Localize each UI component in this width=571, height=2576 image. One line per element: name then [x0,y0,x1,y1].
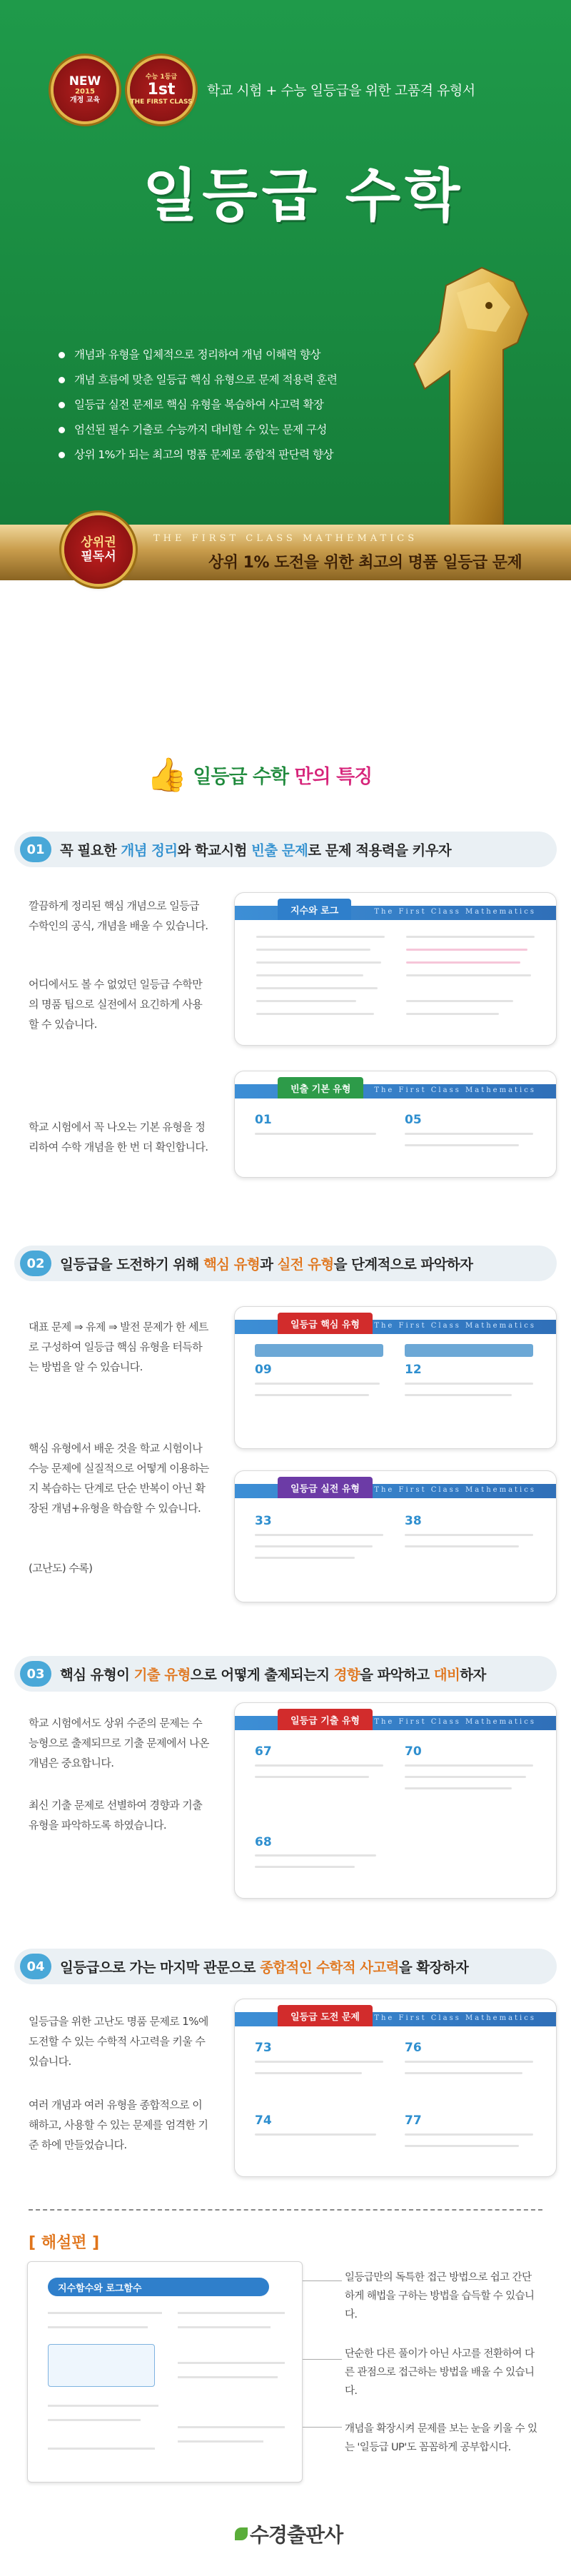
type-chip [405,1344,533,1357]
section-number: 01 [20,837,51,862]
text-line [405,1787,512,1789]
section-description: 학교 시험에서도 상위 수준의 문제는 수능형으로 출제되므로 기출 문제에서 나온 개념은 중요합니다. [29,1717,209,1769]
badge-must-read-line2: 필독서 [81,550,116,564]
golden-lion-one-icon [396,264,539,564]
section-heading [60,839,451,859]
heading-part: 일등급을 도전하기 위해 [60,1256,203,1273]
preview-tab: 지수와 로그 [278,899,351,920]
text-line [178,2326,271,2328]
text-line [255,1557,355,1559]
preview-strip-text: The First Class Mathematics [374,2014,536,2022]
heading-highlight: 종합적인 수학적 사고력 [260,1959,399,1976]
text-line [255,1764,383,1767]
features-title-main: 일등급 수학 [193,765,295,788]
text-line [405,1545,519,1547]
question-number: 73 [255,2041,272,2055]
text-line [255,1383,380,1385]
text-line [255,2061,383,2063]
banner-headline: 상위 1% 도전을 위한 최고의 명품 일등급 문제 [208,554,522,572]
text-line [256,987,378,989]
section-bar-01 [14,832,557,867]
text-line [405,1776,526,1778]
hero-tagline: 학교 시험 + 수능 일등급을 위한 고품격 유형서 [207,83,475,99]
preview-tab: 일등급 실전 유형 [278,1477,373,1498]
heading-highlight: 빈출 문제 [251,842,308,859]
features-title-accent: 만의 특징 [294,765,373,788]
text-line [405,2145,519,2147]
preview-basic-type-page [234,1071,557,1178]
section-description: 대표 문제 ⇒ 유제 ⇒ 발전 문제가 한 세트로 구성하여 일등급 핵심 유형을 터득하는 방법을 알 수 있습니다. [29,1320,208,1373]
text-line [255,1854,376,1857]
preview-strip-text: The First Class Mathematics [374,1718,536,1726]
preview-tab: 빈출 기본 유형 [278,1077,363,1098]
question-number: 05 [405,1113,422,1127]
text-line [256,936,385,938]
section-description: 핵심 유형에서 배운 것을 학교 시험이나 수능 문제에 실질적으로 어떻게 이용하는지 복습하는 단계로 단순 반복이 아닌 확장된 개념+유형을 학습할 수 있습니다. [29,1442,209,1515]
text-line [255,1866,355,1868]
text-line [255,1776,369,1778]
section-bar-04 [14,1949,557,1984]
heading-part: 을 확장하자 [398,1959,469,1976]
text-line [405,1534,533,1536]
features-title [193,761,372,789]
heading-part: 으로 어떻게 출제되는지 [190,1667,334,1683]
text-line [255,1545,373,1547]
section-bar-02 [14,1246,557,1281]
preview-exam-type-page [234,1702,557,1899]
question-number: 01 [255,1113,272,1127]
preview-concept-page [234,892,557,1046]
question-number: 70 [405,1744,422,1759]
preview-strip-text: The First Class Mathematics [374,1086,536,1094]
pointer-line [303,2359,342,2360]
solution-head: 지수함수와 로그함수 [48,2278,269,2296]
section-bar-03 [14,1656,557,1692]
preview-tab: 일등급 도전 문제 [278,2005,373,2026]
publisher-logo [227,2516,348,2552]
section-heading [60,1253,473,1273]
preview-strip-text: The First Class Mathematics [374,1322,536,1330]
preview-practice-type-page [234,1470,557,1602]
heading-part: 과 [260,1256,278,1273]
text-line [405,2133,533,2136]
section-description: 최신 기출 문제로 선별하여 경향과 기출 유형을 파악하도록 하였습니다. [29,1799,203,1832]
section-description: 어디에서도 볼 수 없었던 일등급 수학만의 명품 팁으로 실전에서 요긴하게 사용할 수 있습니다. [29,978,203,1031]
preview-solution-page [27,2261,303,2482]
question-number: 38 [405,1514,422,1528]
text-line [406,1000,513,1002]
question-number: 12 [405,1363,422,1377]
badge-first [130,59,193,121]
heading-part: 을 파악하고 [360,1667,434,1683]
heading-highlight: 개념 정리 [121,842,178,859]
section-description: 깔끔하게 정리된 핵심 개념으로 일등급 수학인의 공식, 개념을 배울 수 있습니다. [29,899,208,932]
text-line [255,2072,362,2074]
solution-description: 개념을 확장시켜 문제를 보는 눈을 키울 수 있는 '일등급 UP'도 꼼꼼하게 공부합시다. [345,2423,537,2453]
heading-part: 하자 [460,1667,486,1683]
text-line [255,2133,376,2136]
preview-challenge-page [234,1999,557,2177]
badge-new [54,59,116,121]
section-description: 학교 시험에서 꼭 나오는 기본 유형을 정리하여 수학 개념을 한 번 더 확인합니다. [29,1121,208,1153]
pointer-line [303,2427,342,2428]
hero-cover [0,0,571,571]
text-line [405,2061,533,2063]
badge-must-read-line1: 상위권 [81,535,116,550]
badge-new-line2: 2015 [75,88,95,96]
features-heading [146,753,432,796]
question-number: 74 [255,2113,272,2128]
badge-first-line1: 수능 1등급 [145,74,178,81]
text-line [178,2440,263,2443]
preview-strip-text: The First Class Mathematics [374,908,536,916]
question-number: 77 [405,2113,422,2128]
text-line [405,1383,533,1385]
text-line [405,1764,533,1767]
question-number: 68 [255,1835,272,1849]
heading-part: 을 단계적으로 파악하자 [333,1256,473,1273]
section-number: 03 [20,1661,51,1687]
badge-first-line2: 1st [147,81,176,99]
solution-description: 일등급만의 독특한 접근 방법으로 쉽고 간단하게 해법을 구하는 방법을 습득할 수 있습니다. [345,2272,535,2320]
badge-must-read [64,515,133,584]
section-divider [29,2209,542,2211]
text-line [178,2426,285,2428]
text-line [405,1144,519,1146]
hero-feature-item: 일등급 실전 문제로 핵심 유형을 복습하여 사고력 확장 [59,393,337,418]
text-line [406,961,520,964]
solution-tip-box [48,2344,155,2387]
heading-part: 와 학교시험 [177,842,252,859]
heading-highlight: 실전 유형 [277,1256,334,1273]
heading-highlight: 핵심 유형 [203,1256,261,1273]
section-description: (고난도) 수록) [29,1562,93,1575]
text-line [256,1000,356,1002]
badge-new-line1: NEW [69,74,101,89]
heading-highlight: 경향 [333,1667,360,1683]
text-line [48,2312,162,2314]
text-line [405,1133,533,1135]
pointer-line [303,2280,342,2281]
heading-part: 핵심 유형이 [60,1667,134,1683]
hero-feature-list [59,343,337,468]
hero-feature-item: 엄선된 필수 기출로 수능까지 대비할 수 있는 문제 구성 [59,418,337,443]
heading-highlight: 기출 유형 [133,1667,191,1683]
preview-tab: 일등급 핵심 유형 [278,1313,373,1334]
text-line [405,1394,512,1396]
preview-core-type-page [234,1306,557,1449]
text-line [178,2362,285,2364]
section-description: 일등급을 위한 고난도 명품 문제로 1%에 도전할 수 있는 수학적 사고력을 키울 수 있습니다. [29,2015,208,2068]
banner-subtitle: THE FIRST CLASS MATHEMATICS [153,533,418,544]
text-line [48,2405,158,2407]
text-line [256,1013,374,1015]
preview-tab: 일등급 기출 유형 [278,1709,373,1730]
text-line [406,949,527,951]
question-number: 67 [255,1744,272,1759]
text-line [48,2419,141,2421]
text-line [178,2312,285,2314]
publisher-name: 수경출판사 [249,2523,343,2547]
text-line [406,1013,499,1015]
section-number: 02 [20,1251,51,1276]
preview-strip-text: The First Class Mathematics [374,1486,536,1494]
text-line [255,1394,369,1396]
text-line [405,2072,522,2074]
text-line [406,936,535,938]
badge-new-line3: 개정 교육 [69,96,101,104]
solution-label: [ 해설편 ] [29,2234,100,2252]
text-line [256,961,381,964]
text-line [256,949,370,951]
text-line [48,2448,155,2450]
type-chip [255,1344,383,1357]
text-line [406,974,531,976]
leaf-icon [235,2527,248,2540]
heading-part: 로 문제 적용력을 키우자 [308,842,452,859]
text-line [255,1534,383,1536]
thumbs-up-icon: 👍 [146,755,188,794]
text-line [178,2376,278,2378]
section-number: 04 [20,1954,51,1979]
hero-feature-item: 개념 흐름에 맞춘 일등급 핵심 유형으로 문제 적용력 훈련 [59,368,337,393]
text-line [256,974,363,976]
hero-feature-item: 상위 1%가 되는 최고의 명품 문제로 종합적 판단력 향상 [59,443,337,468]
section-heading [60,1664,486,1684]
heading-part: 일등급으로 가는 마지막 관문으로 [60,1959,261,1976]
hero-feature-item: 개념과 유형을 입체적으로 정리하여 개념 이해력 향상 [59,343,337,368]
question-number: 09 [255,1363,272,1377]
solution-description: 단순한 다른 풀이가 아닌 사고를 전환하여 다른 관점으로 접근하는 방법을 배울 수 있습니다. [345,2348,535,2397]
badge-first-line3: THE FIRST CLASS [130,99,193,106]
hero-title: 일등급 수학 [143,163,465,229]
heading-highlight: 대비 [433,1667,460,1683]
section-description: 여러 개념과 여러 유형을 종합적으로 이해하고, 사용할 수 있는 문제를 엄격한 기준 하에 만들었습니다. [29,2098,208,2151]
question-number: 33 [255,1514,272,1528]
text-line [48,2326,148,2328]
heading-part: 꼭 필요한 [60,842,121,859]
question-number: 76 [405,2041,422,2055]
text-line [255,1133,376,1135]
section-heading [60,1956,468,1976]
